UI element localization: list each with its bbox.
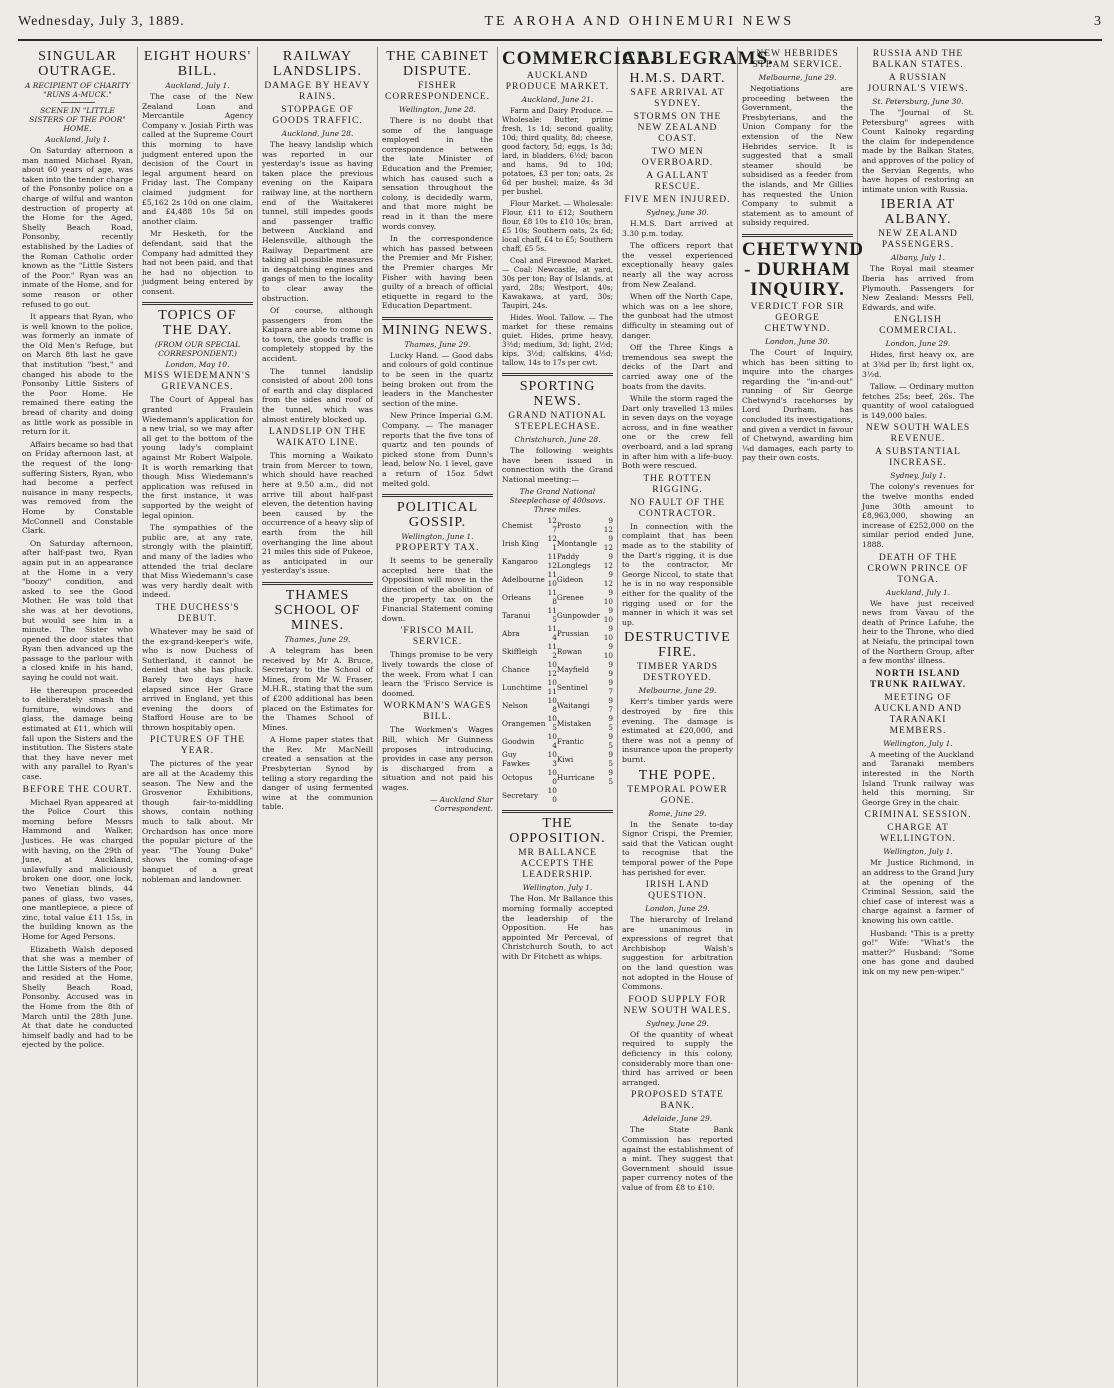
horse-name [557, 786, 603, 804]
paragraph: This morning a Waikato train from Mercer to town, which should have reached here at 9.50 a.m., did not arrive till about half-past eleven, the detention having been caused by the occurrence of a heavy slip of earth from the hill overhanging the line about 21 miles this side of Pukeoe, as anticipated in our yesterday's issue. [262, 451, 373, 576]
paragraph: Hides. Wool. Tallow. — The market for these remains quiet. Hides, prime heavy, 3½d; medium, 3d; light, 2½d; kips, 3½d; calfskins, 4½d; tallow, 14s to 17s per cwt. [502, 313, 613, 367]
section-heading: IRISH LAND QUESTION. [645, 880, 710, 902]
headline: MINING NEWS. [382, 322, 493, 338]
horse-weight: 10 3 [547, 750, 557, 769]
paragraph: Of course, although passengers from the Kaipara are able to come on to town, the goods traffic is completely stopped by the accident. [262, 306, 373, 364]
horse-name: Waitangi [556, 700, 590, 710]
dateline: Thames, June 29. [404, 339, 471, 349]
masthead [18, 14, 1102, 41]
headline: SINGULAR OUTRAGE. [38, 49, 117, 79]
horse-name: Montangle [556, 538, 597, 548]
dateline: St. Petersburg, June 30. [872, 97, 964, 106]
horse-name: Prosto [556, 520, 581, 530]
article-topics-of-the-day [142, 308, 253, 884]
horse-weight: 9 12 [603, 570, 613, 589]
section-heading: PROPOSED STATE BANK. [631, 1090, 724, 1112]
paragraph: New Prince Imperial G.M. Company. — The manager reports that the five tons of quartz and ten pounds of picked stone from Dunn's lead, below No. 1 level, gave a return of 15oz 5dwt melted gold. [382, 411, 493, 488]
horse-name: Abra [502, 628, 520, 638]
weights-row [502, 606, 613, 624]
paragraph: The Court of Appeal has granted Fraulein Wiedemann's application for a new trial, so we may after all get to the bottom of the young lady's complaint against Mr Robert Walpole. It is worth remarking that though Miss Wiedemann's application was refused in the first instance, it was supported by the weight of legal opinion. [142, 395, 253, 520]
headline: CHETWYND - DURHAM INQUIRY. [742, 238, 865, 300]
dateline: Wellington, June 1. [401, 532, 474, 542]
article-thames-school-of-mines [262, 588, 373, 812]
paragraph: Negotiations are proceeding between the Government, the Presbyterians, and the Union Company for the extension of the New Hebrides service. It is suggested that a small steamer should be subsidised as a feeder from the islands, and Mr Gillies has requested the Union Company to submit a statement as to amount of subsidy required. [742, 84, 853, 228]
dateline: London, June 29. [645, 904, 710, 914]
weights-row [502, 714, 613, 732]
subheading: FISHER CORRESPONDENCE. [385, 81, 490, 102]
subheading: A RUSSIAN JOURNAL'S VIEWS. [867, 73, 969, 94]
column-1 [18, 47, 138, 1387]
horse-name: Gideon [556, 574, 584, 584]
column-6 [618, 47, 774, 1387]
subheading: AUCKLAND PRODUCE MARKET. [505, 71, 610, 92]
horse-weight: 9 12 [603, 516, 613, 535]
weights-row [502, 750, 613, 768]
article-the-opposition [502, 816, 613, 961]
article-sporting-news [502, 379, 613, 804]
subheading: FIVE MEN INJURED. [624, 195, 731, 205]
paragraph: The tunnel landslip consisted of about 200 tons of earth and clay displaced from the sides and roof of the tunnel, which was almost entirely blocked up. [262, 366, 373, 424]
horse-name: Frantic [556, 736, 584, 746]
paragraph: There is no doubt that some of the language employed in the correspondence between the late Minister of Education and the Premier, which has caused such a sensation throughout the colony, is decidedly warm, and that more might be read in it than the mere words convey. [382, 116, 493, 231]
paragraph: The hierarchy of Ireland are unanimous in expressions of regret that Archbishop Walsh's suggestion for arbitration on the land question was not adopted in the House of Commons. [622, 915, 733, 992]
section-heading: DESTRUCTIVE FIRE. [624, 630, 731, 661]
page-number: 3 [1093, 14, 1102, 29]
horse-weight: 10 0 [547, 786, 557, 805]
horse-name: Guy Fawkes [502, 750, 530, 769]
race-title: The Grand National Steeplechase of 400sovs. Three miles. [509, 487, 606, 515]
horse-name: Grenee [556, 592, 584, 602]
paragraph: Hides, first heavy ox, are at 3⅜d per lb; first light ox, 3½d. [862, 350, 974, 379]
paragraph: The heavy landslip which was reported in our yesterday's issue as having taken place the previous evening on the Kaipara railway line, at the northern end of the Waitakerei tunnel, still impedes goods and passenger traffic between Auckland and Helensville, although the Railway Department are taking all possible measures in despatching engines and gangs of men to the locality to clear away the obstruction. [262, 140, 373, 303]
paragraph: The Court of Inquiry, which has been sitting to inquire into the charges regarding the "in-and-out" running of Sir George Chetwynd's racehorses by Lord Durham, has concluded its investigations, and given a verdict in favour of Chetwynd, awarding him ¼d damages, each party to pay their own costs. [742, 347, 853, 463]
horse-name: Mayfield [556, 664, 590, 674]
horse-weight: 9 5 [608, 714, 613, 733]
subheading: A RECIPIENT OF CHARITY "RUNS A-MUCK." [24, 81, 131, 99]
paragraph: The pictures of the year are all at the Academy this season. The New and the Grosvenor Exhibitions, though fair-to-middling shows, contain nothing much to talk about. Mr Orchardson has once more the popular picture of the year. "The Young Duke" shows the coming-of-age banquet of a great nobleman and landowner. [142, 759, 253, 884]
dateline: Thames, June 29. [284, 634, 351, 644]
horse-weight: 9 10 [603, 588, 613, 607]
horse-weight: 11 10 [547, 570, 557, 589]
paragraph: In connection with the complaint that has been made as to the stability of the Dart's rigging, it is due to the contractor, Mr George Niccol, to state that he is in no way responsible either for the quality of the rigging used or for the manner in which it was set up. [622, 521, 733, 627]
horse-weight: 11 12 [547, 552, 557, 571]
headline: THE OPPOSITION. [509, 816, 606, 847]
dateline: Sydney, June 30. [646, 208, 709, 217]
headline: SPORTING NEWS. [519, 379, 596, 409]
dateline: London, June 29. [885, 339, 951, 349]
weights-row [502, 588, 613, 606]
horse-weight: 9 10 [603, 624, 613, 643]
paragraph: When off the North Cape, which was on a lee shore, the gunboat had the utmost difficulty in steaming out of danger. [622, 292, 733, 340]
column-8 [858, 47, 978, 1387]
dateline: Adelaide, June 29. [642, 1114, 713, 1124]
paragraph: It seems to be generally accepted here that the Opposition will move in the direction of the abolition of the property tax on the Financial Statement coming down. [382, 556, 493, 623]
weights-row [502, 660, 613, 678]
horse-weight: 11 5 [547, 606, 557, 625]
section-heading: THE DUCHESS'S DEBUT. [155, 602, 240, 624]
weights-row [502, 696, 613, 714]
horse-name: Rowan [556, 646, 583, 656]
horse-weight: 9 5 [608, 732, 613, 751]
article-new-hebrides [742, 49, 853, 228]
horse-name: Kiwi [556, 754, 574, 764]
horse-name: Goodwin [502, 736, 535, 746]
paragraph: Farm and Dairy Produce. — Wholesale: Butter, prime fresh, 1s 1d; second quality, 10d; third quality, 8d; cheese, good factory, 5d; eggs, 1s 3d; lard, in bladders, 6½d; bacon and hams, 9d to 10d; potatoes, £3 per ton; oats, 2s 6d per bushel; maize, 4s 3d per bushel. [502, 106, 613, 196]
paragraph: The "Journal of St. Petersburg" agrees with Count Kalnoky regarding the claim for independence made by the Balkan States, and approves of the policy of the Servian Regents, who have hopes of restoring an intimate union with Russia. [862, 108, 974, 194]
section-heading: ENGLISH COMMERCIAL. [879, 315, 957, 337]
subheading: MEETING OF AUCKLAND AND TARANAKI MEMBERS. [874, 692, 962, 736]
horse-name: Irish King [502, 538, 539, 548]
column-3 [258, 47, 378, 1387]
paragraph: In the Senate to-day Signor Crispi, the Premier, said that the Vatican ought to recognise that the temporal power of the Pope has perished for ever. [622, 819, 733, 877]
horse-name: Prussian [556, 628, 589, 638]
paragraph: We have just received news from Vavau of the death of Prince Lafuhe, the heir to the Throne, who died at Neiafu, the principal town of the Northern Group, after a few months' illness. [862, 598, 974, 666]
horse-weight: 9 5 [608, 768, 613, 787]
subheading: NEW ZEALAND PASSENGERS. [878, 229, 958, 251]
subheading: CHARGE AT WELLINGTON. [880, 823, 956, 845]
subheading: (FROM OUR SPECIAL CORRESPONDENT.) [154, 340, 241, 359]
dateline: London, June 30. [765, 336, 830, 346]
section-heading: THE POPE. [638, 767, 717, 783]
subheading: SCENE IN "LITTLE SISTERS OF THE POOR" HOME. [29, 106, 126, 133]
weights-row [502, 768, 613, 786]
dateline: Wellington, July 1. [883, 847, 953, 857]
horse-weight: 9 10 [603, 606, 613, 625]
paragraph: A telegram has been received by Mr A. Bruce, Secretary to the School of Mines, from Mr W. Fraser, M.H.R., stating that the sum of £200 additional has been placed on the Estimates for the Thames School of Mines. [262, 645, 373, 732]
weights-row [502, 552, 613, 570]
horse-weight: 11 8 [547, 588, 557, 607]
section-heading: NORTH ISLAND TRUNK RAILWAY. [869, 668, 967, 690]
horse-name: Nelson [502, 700, 528, 710]
paragraph: Kerr's timber yards were destroyed by fire this evening. The damage is estimated at £20,000, and there was not a penny of insurance upon the property burnt. [622, 697, 733, 764]
paragraph: Off the Three Kings a tremendous sea swept the decks of the Dart and carried away one of the boats from the davits. [622, 343, 733, 391]
paragraph: The following weights have been issued in connection with the Grand National meeting:— [502, 446, 613, 484]
paragraph: Mr Hesketh, for the defendant, said that the Company had admitted they had not been paid, and that he had no objection to judgment being entered by consent. [142, 229, 253, 296]
horse-name: Octopus [502, 772, 533, 782]
section-heading: BEFORE THE COURT. [22, 784, 133, 795]
subheading: VERDICT FOR SIR GEORGE CHETWYND. [750, 301, 845, 334]
headline: THE CABINET DISPUTE. [386, 49, 489, 79]
dateline: London, May 10. [165, 360, 230, 370]
horse-weight: 12 7 [547, 516, 557, 535]
paragraph: Coal and Firewood Market. — Coal: Newcastle, at yard, 30s per ton; Bay of Islands, at yard, 28s; Westport, 40s; Kawakawa, at yard, 30s; Taupiri, 24s. [502, 256, 613, 310]
horse-name: Chance [502, 664, 530, 674]
paragraph: He thereupon proceeded to deliberately smash the furniture, windows and glass, the damage being estimated at £11, which will fall upon the Sisters and the institution. The Sisters state that they have never met with any parallel to Ryan's case. [22, 685, 133, 781]
article-railway-landslips [262, 49, 373, 576]
section-heading: IBERIA AT ALBANY. [880, 197, 956, 228]
horse-name: Secretary [502, 790, 539, 800]
paragraph: On Saturday afternoon a man named Michael Ryan, about 60 years of age, was taken into the tender charge of the Ponsonby police on a charge of wilful and wanton destruction of property at the Home for the Aged, Shelly Beach Road, Ponsonby, recently established by the Ladies of the Roman Catholic order known as the "Little Sisters of the Poor." Ryan was an inmate of the Home, and for some reason or other refused to go out. [22, 146, 133, 309]
dateline: Wellington, July 1. [883, 738, 953, 748]
dateline: Christchurch, June 28. [514, 435, 601, 444]
paragraph: Flour Market. — Wholesale: Flour, £11 to £12; Southern flour, £8 10s to £10 10s; bran, £5 10s; Southern oats, 2s 6d; local chaff, £4 to £5; Southern chaff, £5 5s. [502, 199, 613, 253]
horse-name: Hurricane [556, 772, 595, 782]
paragraph: On Saturday afternoon, after half-past two, Ryan again put in an appearance at the Home in a very "boozy" condition, and asked to see the Good Mother. He was told that she was at her devotions, but would see him in a minute. The Sister who opened the door states that Ryan then advanced up the passage to the parlour with a closed knife in his hand, saying he could not wait. [22, 538, 133, 683]
paragraph: Mr Justice Richmond, in an address to the Grand Jury at the opening of the Criminal Session, said the chief case of interest was a charge against a farmer of knowing his own cattle. [862, 858, 974, 925]
paragraph: Lucky Hand. — Good dabs and colours of gold continue to be seen in the quartz being broken out from the leaders in the Manchester section of the mine. [382, 350, 493, 408]
article-eight-hours-bill [142, 49, 253, 296]
horse-weight: 9 10 [603, 642, 613, 661]
article-mining-news [382, 323, 493, 488]
weights-row [502, 534, 613, 552]
horse-name: Taranui [502, 610, 531, 620]
article-singular-outrage [22, 49, 133, 1050]
section-heading: PICTURES OF THE YEAR. [149, 735, 246, 757]
subheading: STOPPAGE OF GOODS TRAFFIC. [272, 105, 363, 126]
horse-weight: 10 5 [547, 714, 557, 733]
horse-name: Orangemen [502, 718, 546, 728]
dateline: Auckland, June 21. [521, 95, 594, 104]
horse-name: Lunchtime [502, 682, 542, 692]
paragraph: Michael Ryan appeared at the Police Court this morning before Messrs Hammond and Walker, Justices. He was charged with having, on the 29th of June, at Auckland, unlawfully and maliciously broken one door, one lock, two Venetian blinds, 44 panes of glass, two vases, one mantlepiece, a piece of zinc, total value £11 15s, in the building known as the Home for Aged Persons. [22, 797, 133, 941]
horse-weight: 9 12 [603, 552, 613, 571]
paragraph: The State Bank Commission has reported against the establishment of a mint. They suggest that Government should issue paper currency notes of the value of from £8 to £10. [622, 1125, 733, 1192]
horse-name: Kangaroo [502, 556, 538, 566]
weights-table [502, 516, 613, 804]
paragraph: Husband: "This is a pretty go!" Wife: "What's the matter?" Husband: "Some one has gone and daubed ink on my new pen-wiper." [862, 928, 974, 976]
paragraph: Things promise to be very lively towards the close of the week. From what I can learn the 'Frisco Service is doomed. [382, 650, 493, 698]
horse-weight: 10 0 [547, 768, 557, 787]
dateline: Auckland, June 28. [281, 129, 354, 138]
horse-weight: 12 1 [547, 534, 557, 553]
section-heading: TEMPORAL POWER GONE. [627, 784, 728, 806]
headline: POLITICAL GOSSIP. [396, 500, 479, 531]
horse-weight: 9 7 [608, 696, 613, 715]
section-heading: THE ROTTEN RIGGING. [643, 473, 712, 495]
headline: RAILWAY LANDSLIPS. [273, 49, 362, 79]
paragraph: The colony's revenues for the twelve months ended June 30th amount to £8,963,000, showing an increase of £252,000 on the similar period ended June, 1888. [862, 482, 974, 550]
paragraph: The Workmen's Wages Bill, which Mr Guinness proposes introducing, provides in case any person is discharged from a situation and not paid his wages. [382, 725, 493, 792]
horse-name: Skiffleigh [502, 646, 538, 656]
horse-name: Gunpowder [556, 610, 600, 620]
section-heading: LANDSLIP ON THE WAIKATO LINE. [268, 427, 367, 449]
headline: CABLEGRAMS. [622, 48, 774, 69]
horse-name: Orleans [502, 592, 531, 602]
dateline: Albany, July 1. [891, 253, 945, 263]
dateline: Melbourne, June 29. [638, 686, 717, 696]
horse-weight [603, 786, 614, 804]
columns [18, 47, 1102, 1387]
section-heading: FOOD SUPPLY FOR NEW SOUTH WALES. [623, 994, 732, 1016]
horse-name: Chemist [502, 520, 533, 530]
paragraph: A meeting of the Auckland and Taranaki members interested in the North Island Trunk railway was held this morning, Sir George Grey in the chair. [862, 749, 974, 807]
paragraph: H.M.S. Dart arrived at 3.30 p.m. today. [622, 219, 733, 238]
horse-name: Paddy Longlegs [556, 552, 591, 571]
weights-row [502, 642, 613, 660]
subheading: A SUBSTANTIAL INCREASE. [875, 447, 961, 469]
horse-weight: 10 4 [547, 732, 557, 751]
horse-weight: 9 12 [603, 534, 613, 553]
article-cabinet-dispute [382, 49, 493, 311]
article-chetwynd-durham [742, 238, 865, 463]
headline: THAMES SCHOOL OF MINES. [274, 587, 361, 633]
horse-weight: 10 8 [547, 696, 557, 715]
paragraph: A Home paper states that the Rev. Mr MacNeill created a sensation at the Presbyterian Synod by telling a story regarding the danger of using fermented wine at the communion table. [262, 735, 373, 812]
dateline: Wellington, July 1. [522, 883, 593, 893]
headline: RUSSIA AND THE BALKAN STATES. [872, 49, 964, 70]
section-heading: CRIMINAL SESSION. [864, 810, 972, 821]
section-heading: NO FAULT OF THE CONTRACTOR. [629, 497, 726, 519]
dateline: Melbourne, June 29. [758, 73, 837, 82]
dateline: Rome, June 29. [648, 808, 707, 818]
horse-weight: 10 11 [547, 678, 557, 697]
horse-weight: 9 5 [608, 750, 613, 769]
section-heading: DEATH OF THE CROWN PRINCE OF TONGA. [867, 552, 969, 585]
dateline: Sydney, July 1. [890, 471, 946, 481]
weights-row [502, 570, 613, 588]
weights-row [502, 732, 613, 750]
section-heading: WORKMAN'S WAGES BILL. [383, 701, 492, 723]
paragraph: Tallow. — Ordinary mutton fetches 25s; beef, 26s. The quantity of wool catalogued is 149,000 bales. [862, 382, 974, 420]
column-5 [498, 47, 657, 1387]
paragraph: The case of the New Zealand Loan and Mercantile Agency Company v. Josiah Firth was called at the Supreme Court this morning to have judgment entered upon the decision of the Court in legal argument heard on Friday last. The Company claimed judgment for £5,162 2s 10d on one claim, and £4,488 10s 5d on another claim. [142, 92, 253, 226]
paragraph: In the correspondence which has passed between the Premier and Mr Fisher, the Premier charges Mr Fisher with having been guilty of a breach of official etiquette in regard to the Education Department. [382, 234, 493, 311]
horse-weight: 11 4 [547, 624, 557, 643]
horse-weight: 11 2 [547, 642, 557, 661]
paragraph: It appears that Ryan, who is well known to the police, was formerly an inmate of the Old Men's Refuge, but on March 8th last he gave that institution "best," and changed his abode to the Ponsonby Little Sisters of the Poor Home. He remained there eating the bread of charity and doing as little work as possible in return for it. [22, 312, 133, 437]
subheading: TWO MEN OVERBOARD. [641, 147, 714, 168]
paragraph: The sympathies of the public are, at any rate, strongly with the plaintiff, and many of the ladies who attended the trial declare that Miss Wiedemann's case was very hardly dealt with indeed. [142, 523, 253, 600]
section-heading: MISS WIEDEMANN'S GRIEVANCES. [143, 371, 251, 393]
weights-row [502, 786, 613, 804]
subheading: STORMS ON THE NEW ZEALAND COAST. [633, 112, 722, 144]
article-commercial [502, 48, 657, 367]
headline: TOPICS OF THE DAY. [158, 308, 237, 339]
headline: COMMERCIAL. [502, 48, 657, 69]
subheading: SAFE ARRIVAL AT SYDNEY. [630, 88, 725, 109]
paragraph: Affairs became so bad that on Friday afternoon last, at the request of the long-suffering Sisters, Ryan, who had become a perfect nuisance in many respects, was removed from the Home by Constable McConnell and Constable Clark. [22, 439, 133, 536]
section-heading: TIMBER YARDS DESTROYED. [636, 662, 719, 684]
horse-name: Sentinel [556, 682, 588, 692]
horse-weight: 10 12 [547, 660, 557, 679]
paragraph: Of the quantity of wheat required to supply the deficiency in this colony, considerably more than one-third has arrived or been arranged. [622, 1029, 733, 1087]
subheading: A GALLANT RESCUE. [646, 171, 709, 192]
article-russia-balkan [862, 49, 974, 976]
weights-row [502, 624, 613, 642]
subheading: H.M.S. DART. [629, 71, 726, 86]
section-heading: PROPERTY TAX. [395, 543, 480, 554]
dateline: Wellington, June 28. [399, 105, 476, 114]
column-4 [378, 47, 498, 1387]
horse-weight: 9 7 [608, 678, 613, 697]
dateline: Auckland, July 1. [165, 81, 230, 90]
dateline: Auckland, July 1. [885, 587, 951, 597]
dateline: Sydney, June 29. [646, 1018, 709, 1028]
horse-name: Mistaken [556, 718, 592, 728]
horse-name: Adelbourne [502, 574, 545, 584]
paragraph: The Hon. Mr Ballance this morning formally accepted the leadership of the Opposition. He has appointed Mr Perceval, of Christchurch South, to act with Dr Fitchett as whips. [502, 894, 613, 961]
horse-weight: 9 9 [608, 660, 613, 679]
dateline: Auckland, July 1. [45, 135, 110, 144]
article-political-gossip [382, 500, 493, 813]
weights-row [502, 678, 613, 696]
paragraph: Elizabeth Walsh deposed that she was a member of the Little Sisters of the Poor, and resided at the Home, Shelly Beach Road, Ponsonby. Accused was in the Home from the 8th of March until the 28th June. At that date he conducted himself badly and had to be ejected by the police. [22, 944, 133, 1050]
paragraph: While the storm raged the Dart only travelled 13 miles in seven days on the voyage across, and in fine weather one or the crew fell overboard, and a lad sprang in after him with a life-buoy. Both were rescued. [622, 394, 733, 471]
weights-row [502, 516, 613, 534]
article-cablegrams [622, 48, 774, 1193]
subheading: MR BALLANCE ACCEPTS THE LEADERSHIP. [518, 848, 597, 881]
paragraph: The officers report that the vessel experienced exceptionally heavy gales nearly all the way across from New Zealand. [622, 241, 733, 289]
subheading: GRAND NATIONAL STEEPLECHASE. [508, 411, 607, 432]
section-heading: NEW SOUTH WALES REVENUE. [865, 423, 971, 445]
signature: — Auckland Star Correspondent. [429, 795, 493, 814]
column-2 [138, 47, 258, 1387]
paragraph: The Royal mail steamer Iberia has arrived from Plymouth. Passengers for New Zealand: Messrs Fell, Edwards, and wife. [862, 264, 974, 312]
paper-title: TE AROHA AND OHINEMURI NEWS [484, 14, 795, 29]
section-heading: NEW HEBRIDES STEAM SERVICE. [752, 49, 843, 70]
column-7 [738, 47, 865, 1387]
issue-date: Wednesday, July 3, 1889. [18, 14, 185, 29]
section-heading: 'FRISCO MAIL SERVICE. [400, 626, 475, 648]
subheading: DAMAGE BY HEAVY RAINS. [264, 81, 371, 102]
paragraph: Whatever may be said of the ex-grand-keeper's wife, who is now Duchess of Sutherland, it cannot be denied that she has pluck. Barely two days have elapsed since Her Grace arrived in England, yet this evening the doors of Stafford House are to be thrown hospitably open. [142, 626, 253, 732]
headline: EIGHT HOURS' BILL. [143, 49, 252, 79]
